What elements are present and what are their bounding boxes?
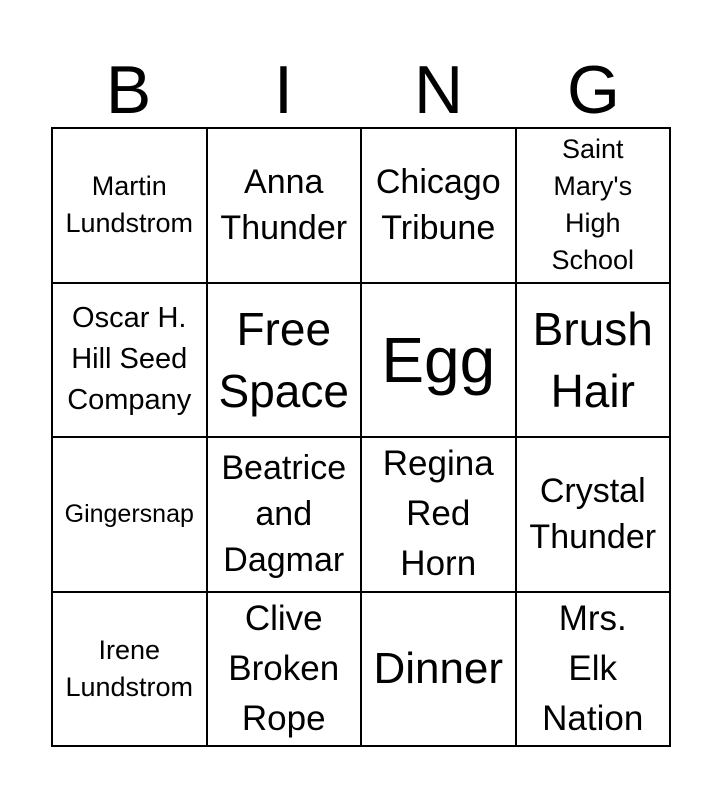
bingo-cell[interactable]: [362, 284, 517, 439]
bingo-cell[interactable]: [208, 438, 363, 593]
bingo-cell[interactable]: [53, 284, 208, 439]
header-letter-n: N: [413, 52, 464, 128]
cell-label: Saint Mary's High School: [551, 134, 635, 276]
bingo-cell[interactable]: [517, 593, 672, 748]
cell-label: Dinner: [373, 643, 504, 693]
bingo-grid: [51, 127, 671, 747]
header-letter-i: I: [274, 52, 293, 128]
cell-label: Crystal Thunder: [529, 472, 657, 557]
cell-label: Gingersnap: [64, 500, 194, 529]
bingo-header: [51, 52, 671, 128]
header-letter-g: G: [567, 52, 620, 128]
cell-label: Anna Thunder: [220, 163, 348, 248]
cell-label: Clive Broken Rope: [228, 598, 340, 738]
cell-label: Regina Red Horn: [382, 444, 494, 584]
cell-label: Oscar H. Hill Seed Company: [67, 302, 192, 417]
cell-label: Mrs. Elk Nation: [542, 598, 644, 738]
bingo-cell[interactable]: [53, 438, 208, 593]
header-letter-b: B: [105, 52, 152, 128]
bingo-cell[interactable]: [517, 284, 672, 439]
cell-label: Martin Lundstrom: [65, 171, 194, 239]
bingo-cell[interactable]: [53, 129, 208, 284]
bingo-cell[interactable]: [362, 438, 517, 593]
cell-label: Egg: [381, 323, 496, 396]
bingo-cell[interactable]: [517, 438, 672, 593]
bingo-cell[interactable]: [53, 593, 208, 748]
cell-label: Chicago Tribune: [375, 163, 501, 248]
bingo-cell[interactable]: [362, 593, 517, 748]
cell-label: Irene Lundstrom: [65, 634, 194, 702]
bingo-cell-free-space[interactable]: [208, 284, 363, 439]
bingo-cell[interactable]: [517, 129, 672, 284]
cell-label: Brush Hair: [532, 302, 653, 417]
cell-label: Beatrice and Dagmar: [221, 449, 347, 580]
cell-label: Free Space: [218, 302, 349, 417]
bingo-cell[interactable]: [208, 129, 363, 284]
bingo-cell[interactable]: [362, 129, 517, 284]
bingo-cell[interactable]: [208, 593, 363, 748]
